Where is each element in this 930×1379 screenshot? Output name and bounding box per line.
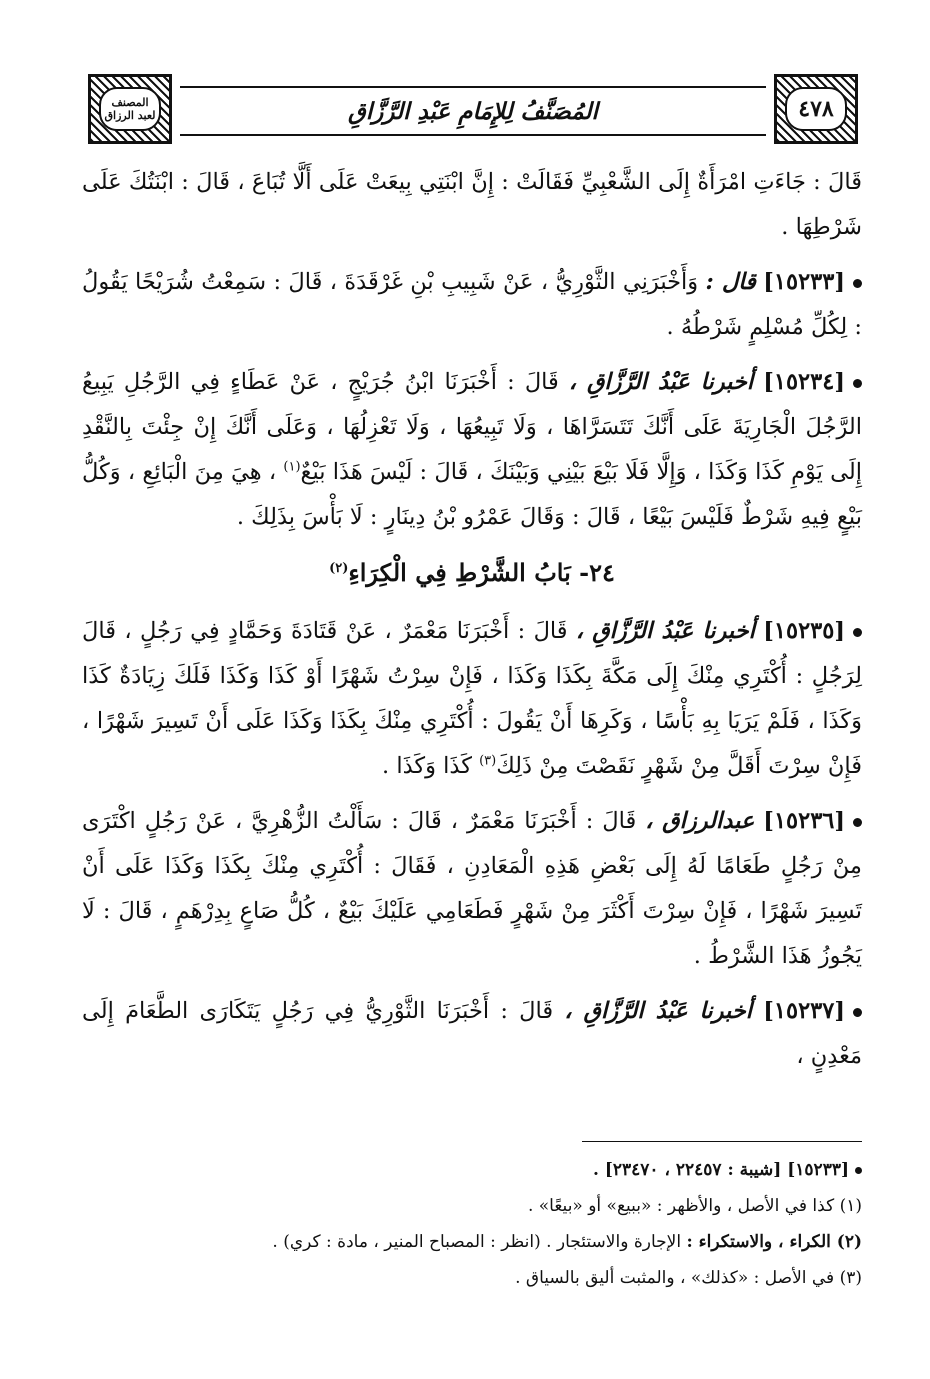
footnotes (82, 1152, 862, 1296)
footnote-divider (582, 1141, 862, 1142)
main-text (82, 160, 862, 1089)
bullet-icon (853, 379, 862, 388)
page-number: ٤٧٨ (785, 87, 847, 131)
footnote-ref: (٣) (479, 753, 497, 769)
footnote-text: (٣) في الأصل : «كذلك» ، والمثبت أليق بالسياق . (515, 1268, 862, 1288)
footnote-text: [١٥٢٣٣] [شيبة : ٢٢٤٥٧ ، ٢٣٤٧٠] . (593, 1160, 849, 1180)
footnote-text: الإجارة والاستئجار . (انظر : المصباح المنير ، مادة : كري) . (272, 1232, 682, 1252)
entry-number: [١٥٢٣٣] (763, 269, 846, 295)
entry-number: [١٥٢٣٥] (763, 618, 845, 644)
entry-number: [١٥٢٣٧] (763, 998, 845, 1024)
emblem-frame (88, 74, 172, 144)
page-number-frame (774, 74, 858, 144)
hadith-entry (82, 799, 862, 979)
footnote (82, 1188, 862, 1224)
running-title: المُصَنَّفُ لِلإِمَامِ عَبْدِ الرَّزَّاقِ (180, 86, 766, 136)
entry-text: كَذَا وَكَذَا . (382, 753, 472, 779)
bullet-icon (855, 1167, 862, 1174)
hadith-entry (82, 260, 862, 350)
footnote (82, 1152, 862, 1188)
entry-text: قَالَ : أَخْبَرَنَا الثَّوْرِيُّ فِي رَجُلٍ يَتَكَارَى الطَّعَامَ إِلَى مَعْدِنٍ ، (82, 998, 862, 1069)
entry-lead: عبدالرزاق ، (645, 808, 755, 834)
bullet-icon (853, 628, 862, 637)
footnote-ref: (١) (283, 459, 301, 475)
entry-number: [١٥٢٣٤] (763, 369, 845, 395)
chapter-heading (82, 550, 862, 595)
entry-text: وَأَخْبَرَنِي الثَّوْرِيُّ ، عَنْ شَبِيبِ بْنِ غَرْقَدَةَ ، قَالَ : سَمِعْتُ شُرَيْحًا يَقُولُ : لِكُلِّ مُسْلِمٍ شَرْطُهُ . (82, 269, 862, 340)
bullet-icon (853, 818, 862, 827)
entry-text: ، هِيَ مِنَ الْبَائِعِ ، وَكُلُّ بَيْعٍ فِيهِ شَرْطٌ فَلَيْسَ بَيْعًا ، قَالَ : وَقَالَ عَمْرُو بْنُ دِينَارٍ : لَا بَأْسَ بِذَلِكَ . (82, 459, 862, 530)
bullet-icon (853, 1008, 862, 1017)
hadith-entry (82, 609, 862, 789)
footnote-term: (٢) الكراء ، والاستكراء : (686, 1232, 862, 1252)
entry-text: قَالَ : أَخْبَرَنَا ابْنُ جُرَيْجٍ ، عَنْ عَطَاءٍ فِي الرَّجُلِ يَبِيعُ الرَّجُلَ الْجَارِيَةَ عَلَى أَنَّكَ تَتَسَرَّاهَا ، وَلَا تَبِيعُهَا ، وَلَا تَعْزِلُهَا ، وَعَلَى أَنَّكَ إِنْ جِئْتَ بِالنَّقْدِ إِلَى يَوْمِ كَذَا وَكَذَا ، وَإِلَّا فَلَا بَيْعَ بَيْنِي وَبَيْنَكَ ، قَالَ : لَيْسَ هَذَا بَيْعٌ (82, 369, 862, 485)
entry-text: قَالَ : أَخْبَرَنَا مَعْمَرٌ ، قَالَ : سَأَلْتُ الزُّهْرِيَّ ، عَنْ رَجُلٍ اكْتَرَى مِنْ رَجُلٍ طَعَامًا لَهُ إِلَى بَعْضِ هَذِهِ الْمَعَادِنِ ، فَقَالَ : أُكْتَرِي مِنْكَ بِكَذَا وَكَذَا عَلَى أَنْ تَسِيرَ شَهْرًا ، فَإِنْ سِرْتَ أَكْثَرَ مِنْ شَهْرٍ فَطَعَامِي عَلَيْكَ بَيْعٌ ، كُلُّ صَاعٍ بِدِرْهَمٍ ، قَالَ : لَا يَجُوزُ هَذَا الشَّرْطُ . (82, 808, 862, 969)
hadith-entry (82, 360, 862, 540)
hadith-entry (82, 989, 862, 1079)
bullet-icon (853, 279, 862, 288)
footnote (82, 1224, 862, 1260)
page-header (88, 74, 858, 144)
footnote-text: (١) كذا في الأصل ، والأظهر : «ببيع» أو «بيعًا» . (527, 1196, 862, 1216)
paragraph-text: قَالَ : جَاءَتِ امْرَأَةٌ إِلَى الشَّعْبِيِّ فَقَالَتْ : إِنَّ ابْنَتِي بِيعَتْ عَلَى أَلَّا تُبَاعَ ، قَالَ : ابْنَتُكَ عَلَى شَرْطِهَا . (82, 169, 862, 240)
entry-lead: أخبرنا عَبْدُ الرَّزَّاقِ ، (564, 998, 752, 1024)
entry-lead: أخبرنا عَبْدُ الرَّزَّاقِ ، (575, 618, 755, 644)
paragraph (82, 160, 862, 250)
chapter-title: ٢٤- بَابُ الشَّرْطِ فِي الْكِرَاءِ (348, 558, 615, 587)
entry-lead: قال : (705, 269, 756, 295)
footnote (82, 1260, 862, 1296)
footnote-ref: (٢) (329, 561, 349, 576)
entry-number: [١٥٢٣٦] (763, 808, 846, 834)
entry-lead: أخبرنا عَبْدُ الرَّزَّاقِ ، (568, 369, 754, 395)
entry-text: قَالَ : أَخْبَرَنَا مَعْمَرٌ ، عَنْ قَتَادَةَ وَحَمَّادٍ فِي رَجُلٍ ، قَالَ لِرَجُلٍ : أُكْتَرِي مِنْكَ إِلَى مَكَّةَ بِكَذَا وَكَذَا ، فَإِنْ سِرْتُ شَهْرًا أَوْ كَذَا وَكَذَا فَلَكَ زِيَادَةٌ كَذَا وَكَذَا ، فَلَمْ يَرَيَا بِهِ بَأْسًا ، وَكَرِهَا أَنْ يَقُولَ : أُكْتَرِي مِنْكَ بِكَذَا وَكَذَا عَلَى أَنْ تَسِيرَ شَهْرًا ، فَإِنْ سِرْتَ أَقَلَّ مِنْ شَهْرٍ نَقَصْتَ مِنْ ذَلِكَ (82, 618, 862, 779)
book-emblem: المصنف لعبد الرزاق (99, 87, 161, 131)
